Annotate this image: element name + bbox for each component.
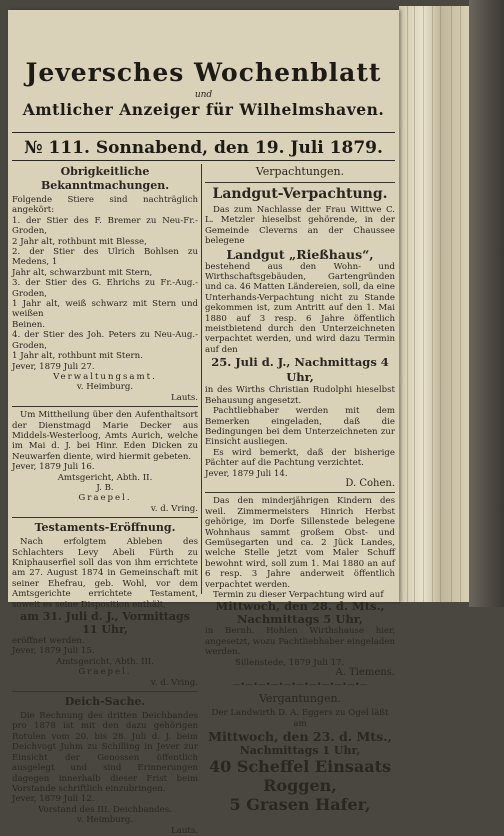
issue-rule-bottom — [12, 160, 395, 161]
house-lease-date-line: Sillenstede, 1879 Juli 17. — [235, 657, 345, 668]
dike-date: Jever, 1879 Juli 12. — [12, 794, 95, 805]
ornament-divider: —•—•—•—•—•—•—•—•—•—•— — [232, 680, 368, 690]
testament-date: Jever, 1879 Juli 15. — [12, 646, 95, 657]
estate-lease-text: in des Wirths Christian Rudolphi hieselbst Behausung angesetzt. — [205, 385, 395, 406]
official-notices-heading: Obrigkeitliche Bekanntmachungen. — [40, 165, 170, 192]
page-stack-edge — [399, 6, 469, 602]
book-cover — [469, 0, 504, 607]
notice-office: Verwaltungsamt. — [53, 371, 157, 382]
column-divider — [201, 164, 202, 594]
house-lease-time: Nachmittags 5 Uhr, — [236, 612, 364, 627]
issue-line: № 111. Sonnabend, den 19. Juli 1879. — [24, 138, 383, 158]
notice-line: 2. der Stier des Ulrich Bohlsen zu Medens, 1 — [12, 247, 198, 268]
house-lease-text: in Bernh. Hohlen Wirthshause hier, angesetzt, wozu Pachtliebhaber eingeladen werden. — [205, 626, 395, 658]
notice-line: 1 Jahr alt, rothbunt mit Stern. — [12, 351, 143, 362]
estate-lease-text: Das zum Nachlasse der Frau Wittwe C. L. Metzler hieselbst gehörende, in der Gemeinde Cleverns an der Chaussee belegene — [205, 205, 395, 247]
notice-line: Jahr alt, schwarzbunt mit Stern, — [12, 267, 153, 278]
search-notice-date: Jever, 1879 Juli 16. — [12, 462, 95, 473]
estate-name: Landgut „Rießhaus“, — [226, 246, 374, 262]
search-notice-signer: Graepel. — [78, 493, 132, 504]
estate-lease-date: 25. Juli d. J., Nachmittags 4 Uhr, — [211, 355, 389, 385]
testament-court: Amtsgericht, Abth. III. — [55, 656, 154, 667]
dike-office: Vorstand des III. Deichbandes. — [38, 804, 172, 815]
notice-short-sign: Lauts. — [171, 392, 198, 403]
estate-lease-text: bestehend aus den Wohn- und Wirthschaftsgebäuden, Gartengründen und ca. 46 Matten Ländereien, soll, da eine Unterhands-Verpachtung nicht zu Stande gekommen ist, zum Antritt auf den 1. Mai 1880 auf 3 resp. 6 Jahre öffentlich meistbietend durch den Unterzeichneten verpachtet werden, und wird dazu Termin auf den — [205, 261, 395, 355]
divider — [205, 182, 395, 183]
dike-heading: Deich-Sache. — [64, 695, 146, 709]
auction-date: Mittwoch, den 23. d. Mts., — [208, 729, 392, 745]
dike-signer: v. Heimburg. — [76, 815, 134, 826]
masthead-subtitle: Amtlicher Anzeiger für Wilhelmshaven. — [22, 100, 385, 119]
issue-rule-top — [12, 132, 395, 133]
masthead-title: Jeversches Wochenblatt — [25, 58, 382, 87]
search-notice-initials: J. B. — [96, 482, 114, 493]
divider — [12, 691, 198, 692]
search-notice-court: Amtsgericht, Abth. II. — [57, 472, 153, 483]
testament-heading: Testaments-Eröffnung. — [34, 521, 176, 535]
estate-lease-title: Landgut-Verpachtung. — [212, 186, 388, 202]
leases-heading: Verpachtungen. — [255, 165, 345, 178]
house-lease-text: Das den minderjährigen Kindern des weil. Zimmermeisters Hinrich Herbst gehörige, im Dorfe Sillenstede belegene Wohnhaus sammt großem Obst- und Gemüsegarten und ca. 2 Jück Landes, welche Stelle jetzt vom Maler Schuff bewohnt wird, soll zum 1. Mai 1880 an auf 6 resp. 3 Jahre anderweit öffentlich verpachtet werden. — [205, 496, 395, 590]
testament-short-sign: v. d. Vring. — [150, 677, 198, 688]
house-lease-date: Mittwoch, den 28. d. Mts., — [215, 599, 385, 614]
notice-line: 4. der Stier des Joh. Peters zu Neu-Aug.-Groden, — [12, 330, 198, 351]
auction-item: 5 Grasen Hafer, — [229, 795, 371, 815]
divider — [12, 406, 198, 407]
masthead-und: und — [194, 90, 213, 100]
estate-lease-text: Es wird bemerkt, daß der bisherige Pächter auf die Pachtung verzichtet. — [205, 447, 395, 469]
notice-line: Folgende Stiere sind nachträglich angekört: — [12, 195, 198, 216]
search-notice-short-sign: v. d. Vring. — [150, 503, 198, 514]
testament-date-bold: am 31. Juli d. J., Vormittags 11 Uhr, — [20, 610, 190, 637]
newspaper-page — [8, 10, 399, 836]
notice-line: 1. der Stier des F. Bremer zu Neu-Fr.-Groden, — [12, 215, 198, 237]
dike-short-sign: Lauts. — [171, 825, 198, 836]
notice-line: 3. der Stier des G. Ehrichs zu Fr.-Aug.-Groden, — [12, 278, 198, 299]
notice-line: 2 Jahr alt, rothbunt mit Blesse, — [12, 236, 147, 247]
auctions-heading: Vergantungen. — [258, 692, 342, 706]
divider — [205, 492, 395, 493]
left-column — [12, 164, 198, 836]
auction-text: Der Landwirth D. A. Eggers zu Ogel läßt am — [211, 708, 389, 729]
divider — [12, 517, 198, 518]
house-lease-text: Termin zu dieser Verpachtung wird auf — [213, 590, 384, 600]
house-lease-signer: A. Tiemens. — [335, 667, 395, 679]
testament-after: eröffnet werden. — [12, 636, 85, 647]
right-column — [205, 164, 395, 815]
auction-item: 40 Scheffel Einsaats — [209, 757, 391, 777]
dike-text: Die Rechnung des dritten Deichbandes pro 1878 ist mit den dazu gehörigen Rotulen vom 20. bis 28. Juli d. J. beim Deichvogt Juhm zu Schilling in Jever zur Einsicht der Genossen öffentlich ausgelegt und sind Erinnerungen dagegen innerhalb dieser Frist beim Vorstande schriftlich einzubringen. — [12, 711, 198, 794]
testament-text: Nach erfolgtem Ableben des Schlachters Levy Abeli Fürth zu Kniphauserfiel soll das von ihm errichtete am 27. August 1874 in Gemeinschaft mit seiner Ehefrau, geb. Wohl, vor dem Amtsgerichte errichtete Testament, soweit es seine Disposition enthält, — [12, 537, 198, 610]
notice-line: Beinen. — [12, 319, 46, 330]
notice-signer: v. Heimburg. — [76, 382, 134, 393]
testament-signer: Graepel. — [78, 667, 132, 678]
auction-item: Roggen, — [263, 776, 337, 796]
auction-time: Nachmittags 1 Uhr, — [239, 744, 361, 758]
estate-lease-signer: D. Cohen. — [345, 477, 395, 489]
notice-date: Jever, 1879 Juli 27. — [12, 361, 95, 372]
search-notice-text: Um Mittheilung über den Aufenthaltsort der Dienstmagd Marie Decker aus Middels-Westerloog, Amts Aurich, welche im Mai d. J. bei Hinr. Eden Dicken zu Neuwarfen diente, wird hiermit gebeten. — [12, 410, 198, 462]
estate-lease-text: Pachtliebhaber werden mit dem Bemerken eingeladen, daß die Bedingungen bei dem Unterzeichneten zur Einsicht ausliegen. — [205, 406, 395, 448]
estate-lease-date-line: Jever, 1879 Juli 14. — [205, 468, 288, 479]
notice-line: 1 Jahr alt, weiß schwarz mit Stern und weißen — [12, 299, 198, 320]
